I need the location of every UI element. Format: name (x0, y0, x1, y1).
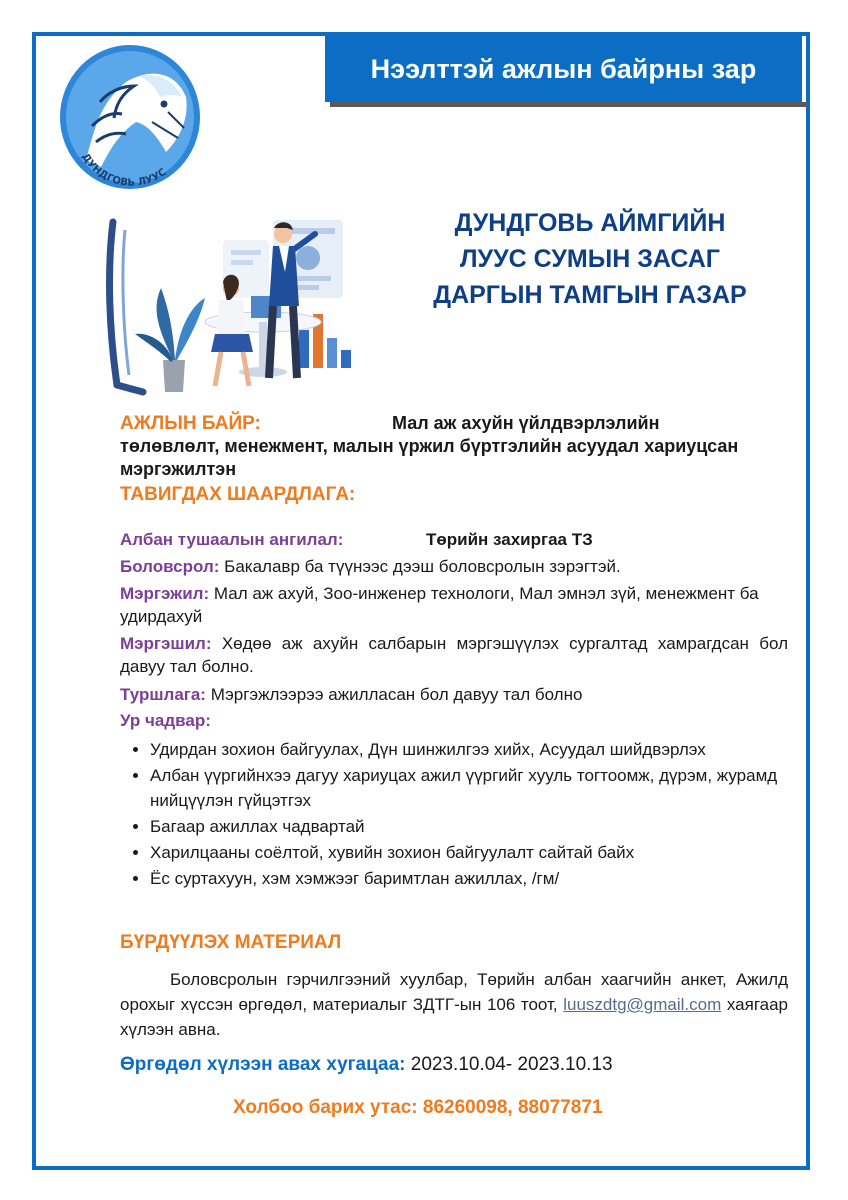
list-item: • Албан үүргийнхээ дагуу хариуцах ажил үүргийг хууль тогтоомж, дүрэм, журамд нийцүүлэн гүйцэтгэх (150, 763, 790, 813)
deadline-value: 2023.10.04- 2023.10.13 (410, 1054, 613, 1075)
dundgovi-luus-logo (56, 42, 204, 192)
qualification-row (120, 632, 788, 678)
materials-text-after: хаягаар хүлээн авна. (120, 995, 789, 1039)
organization-title (410, 205, 770, 313)
contact-phone: Холбоо барих утас: 86260098, 88077871 (233, 1097, 603, 1118)
list-item: • Ёс суртахуун, хэм хэмжээг баримтлан ажиллах, /гм/ (150, 866, 790, 891)
organization-line: ДУНДГОВЬ АЙМГИЙН (454, 209, 726, 237)
svg-text:ДУНДГОВЬ ЛУУС: ДУНДГОВЬ ЛУУС (79, 151, 169, 189)
skills-list (128, 737, 790, 892)
qualification-value: Хөдөө аж ахуйн салбарын мэргэшүүлэх сургалтад хамрагдсан бол давуу тал болно. (120, 634, 788, 676)
experience-label: Туршлага: (120, 685, 206, 704)
job-section (120, 412, 788, 481)
profession-row (120, 582, 788, 628)
job-title-rest: төлөвлөлт, менежмент, малын үржил бүртгэлийн асуудал хариуцсан мэргэжилтэн (120, 436, 739, 479)
deadline-label: Өргөдөл хүлээн авах хугацаа: (120, 1054, 406, 1075)
banner-title: Нээлттэй ажлын байрны зар (370, 53, 757, 84)
experience-value: Мэргэжлээрээ ажилласан бол давуу тал болно (210, 685, 583, 704)
materials-text (120, 967, 788, 1042)
skills-label: Ур чадвар: (120, 711, 211, 730)
organization-line: ДАРГЫН ТАМГЫН ГАЗАР (433, 281, 747, 309)
list-item: • Удирдан зохион байгуулах, Дүн шинжилгээ хийх, Асуудал шийдвэрлэх (150, 737, 790, 762)
classification-value: Төрийн захиргаа ТЗ (426, 530, 593, 549)
organization-line: ЛУУС СУМЫН ЗАСАГ (460, 245, 720, 273)
header-banner (325, 36, 802, 102)
deadline-row (120, 1053, 788, 1076)
email-link[interactable]: luuszdtg@gmail.com (563, 995, 722, 1014)
requirements-heading: ТАВИГДАХ ШААРДЛАГА: (120, 484, 356, 505)
job-title-first: Мал аж ахуйн үйлдвэрлэлийн (392, 413, 660, 433)
education-row (120, 555, 788, 578)
job-label: АЖЛЫН БАЙР: (120, 413, 261, 434)
office-meeting-illustration (103, 210, 373, 400)
education-label: Боловсрол: (120, 557, 220, 576)
classification-label: Албан тушаалын ангилал: (120, 530, 344, 549)
experience-row (120, 683, 788, 706)
list-item: • Харилцааны соёлтой, хувийн зохион байгуулалт сайтай байх (150, 840, 790, 865)
banner-shadow (330, 102, 807, 107)
list-item: • Багаар ажиллах чадвартай (150, 814, 790, 839)
qualification-label: Мэргэшил: (120, 634, 212, 653)
materials-text-before: Боловсролын гэрчилгээний хуулбар, Төрийн албан хаагчийн анкет, Ажилд орохыг хүссэн өргөдөл, материалыг ЗДТГ-ын 106 тоот, (120, 970, 788, 1014)
education-value: Бакалавр ба түүнээс дээш боловсролын зэрэгтэй. (224, 557, 621, 576)
profession-value: Мал аж ахуй, Зоо-инженер технологи, Мал эмнэл зүй, менежмент ба удирдахуй (120, 584, 759, 626)
materials-heading: БҮРДҮҮЛЭХ МАТЕРИАЛ (120, 932, 342, 953)
profession-label: Мэргэжил: (120, 584, 210, 603)
classification-row (120, 528, 788, 551)
